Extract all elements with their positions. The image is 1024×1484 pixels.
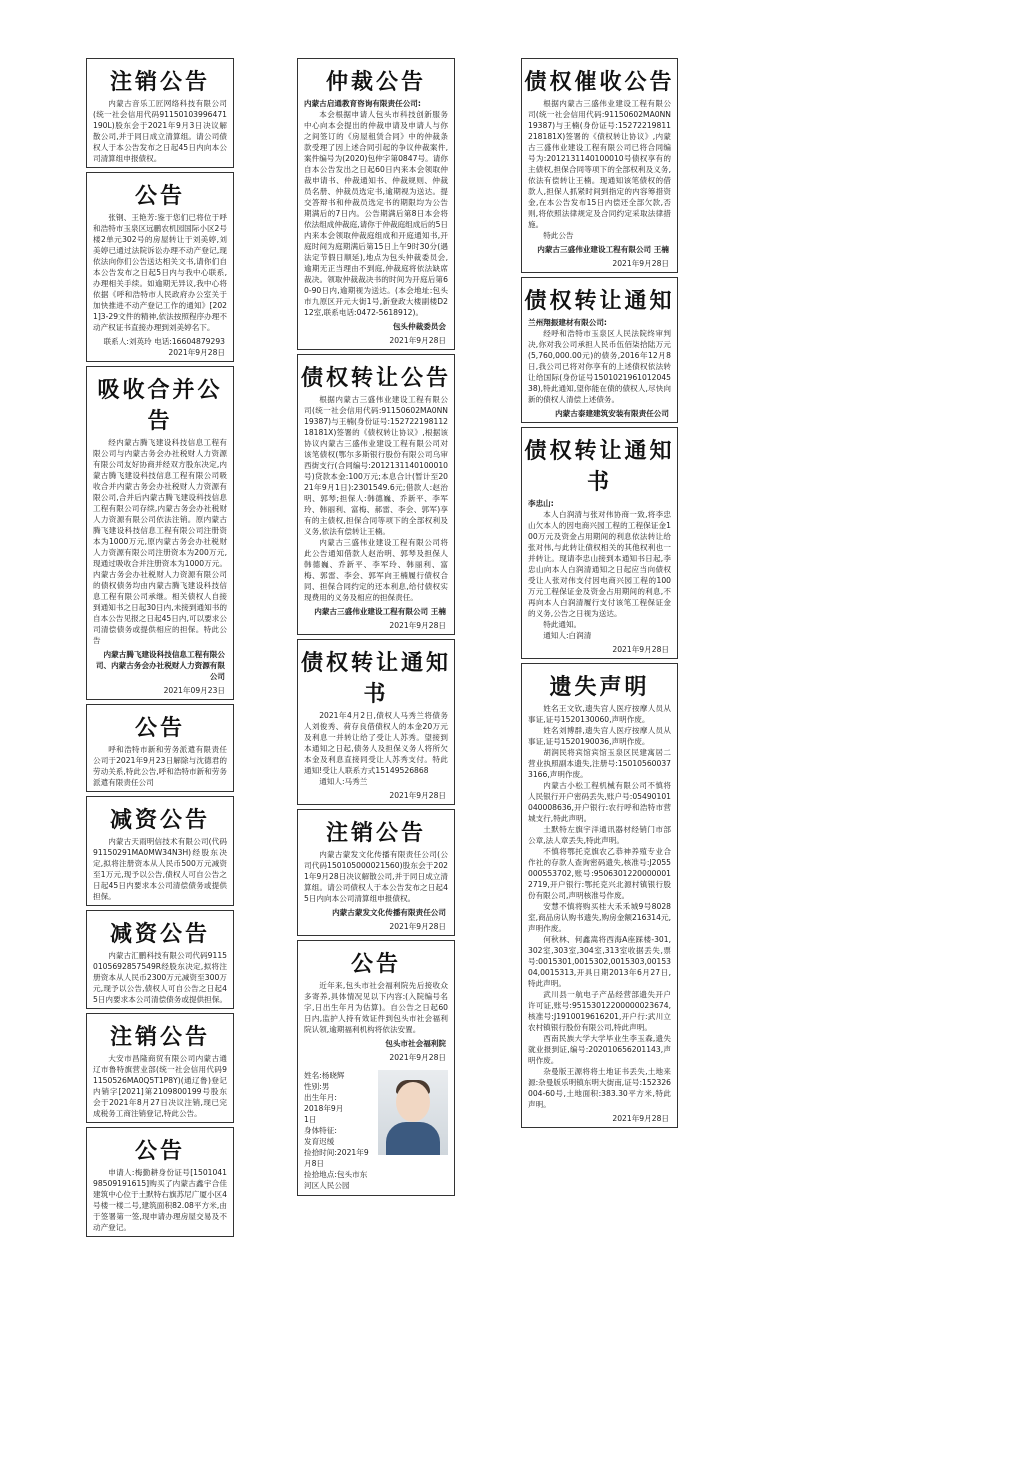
notice-title: 减资公告 <box>109 808 210 833</box>
notice-paragraph: 内蒙古天雨明信技术有限公司(代码91150291MA0MW34N3H)经股东决定,拟将注册资本从人民币500万元减资至1万元,现予以公告,债权人可自公告之日起45日内要求本公司清偿债务或提供担保。 <box>93 837 227 901</box>
notice-title: 债权转让通知书 <box>300 651 451 707</box>
notice-title: 债权转让通知 <box>524 289 675 314</box>
notice-body <box>522 498 677 644</box>
notice-paragraph: 通知人:马秀兰 <box>319 777 368 786</box>
notice-box <box>86 58 234 168</box>
notice-date: 2021年9月28日 <box>389 336 446 345</box>
column-left <box>86 58 234 1241</box>
notice-body <box>522 98 677 244</box>
notice-box <box>86 1127 234 1237</box>
notice-title: 注销公告 <box>109 70 210 95</box>
notice-title: 遗失声明 <box>549 675 650 700</box>
notice-title: 注销公告 <box>109 1025 210 1050</box>
foundling-line: 捡拾地点:包头市东河区人民公园 <box>304 1170 368 1190</box>
notice-paragraph: 胡润民将宾馆宾馆玉泉区民建寓居二营业执照副本遗失,注册号:150105600373166,声明作废。 <box>528 748 671 779</box>
notice-paragraph: 经内蒙古腾飞建设科技信息工程有限公司与内蒙古务会办社税财人力资源有限公司友好协商并经双方股东决定,内蒙古腾飞建设科技信息工程有限公司吸收合并内蒙古务会办社税财人力资源有限公司,合并后内蒙古腾飞建设科技信息工程有限公司存续,内蒙古务会办社税财人力资源有限公司依法注销。原内蒙古腾飞建设科技信息工程有限公司注册资本为1000万元,原内蒙古务会办社税财人力资源有限公司注册资本为200万元,现通过吸收合并注册资本为1000万元。内蒙古务会办社税财人力资源有限公司的债权债务均由内蒙古腾飞建设科技信息工程有限公司承继。相关债权人自接到通知书之日起30日内,未接到通知书的自本公告见报之日起45日内,可以要求公司清偿债务或提供相应的担保。特此公告 <box>93 438 227 645</box>
notice-signature: 内蒙古三盛伟业建设工程有限公司 王楠 <box>537 245 669 254</box>
notice-date: 2021年9月28日 <box>389 922 446 931</box>
notice-date: 联系人:刘英玲 电话:16604879293 2021年9月28日 <box>103 337 225 357</box>
notice-title: 公告 <box>134 1139 185 1164</box>
notice-body <box>87 212 233 336</box>
notice-signature: 内蒙古蒙发文化传播有限责任公司 <box>332 908 446 917</box>
notice-body <box>87 98 233 167</box>
notice-title: 公告 <box>350 952 401 977</box>
notice-title: 公告 <box>134 184 185 209</box>
notice-paragraph: 内蒙古汇鹏科技有限公司代码91150105692857549R经股东决定,拟将注册资本从人民币2300万元减资至300万元,现予以公告,债权人可自公告之日起45日内要求本公司清偿债务或提供担保。 <box>93 951 227 1004</box>
notice-box <box>521 277 678 423</box>
notice-date: 2021年9月28日 <box>389 621 446 630</box>
column-right <box>521 58 678 1132</box>
notice-title: 公告 <box>134 716 185 741</box>
notice-paragraph: 近年来,包头市社会福利院先后接收众多寄养,具体情况见以下内容:(入院编号名字,日出生年月为估算)。自公告之日起60日内,监护人持有效证件到包头市社会福利院认领,逾期福利机构将依法安置。 <box>304 981 448 1034</box>
notice-paragraph: 姓名刘博群,遗失宫人医疗按摩人员从事证,证号1520190036,声明作废。 <box>528 726 671 746</box>
notice-paragraph: 内蒙古三盛伟业建设工程有限公司将此公告通知借款人赵治明、郭琴及担保人韩德巍、乔新平、李军玲、韩丽利、富梅、郭雷、李会、郭军向王楠履行债权合同、担保合同约定的还本利息,给付债权实现费用的义务及相应的担保责任。 <box>304 538 448 602</box>
foundling-line: 1日 <box>304 1115 317 1124</box>
notice-box <box>297 809 455 936</box>
notice-paragraph: 武川县一航电子产品经营部遗失开户许可证,账号:95153012200000023674,核准号:J1910019616201,开户行:武川立农村镇银行股份有限公司,特此声明。 <box>528 990 671 1032</box>
notice-date: 2021年9月28日 <box>612 1114 669 1123</box>
notice-paragraph: 西南民族大学大学毕业生李玉森,遗失就业报到证,编号:202010656201143,声明作废。 <box>528 1034 671 1065</box>
foundling-line: 2018年9月 <box>304 1104 344 1113</box>
notice-box <box>297 940 455 1196</box>
notice-body <box>522 703 677 1113</box>
notice-paragraph: 申请人:梅勤耕身份证号[150104198509191615]购买了内蒙古鑫宇合佳建筑中心位于土默特右旗苏尼广厦小区4号楼一楼二号,建筑面积82.08平方米,由于签署第一签,现申请办理房屋交易及不动产登记。 <box>93 1168 227 1232</box>
notice-body <box>298 98 454 321</box>
notice-date: 2021年9月28日 <box>612 645 669 654</box>
notice-paragraph: 内蒙古启通教育咨询有限责任公司: <box>304 99 421 108</box>
notice-signature: 内蒙古腾飞建设科技信息工程有限公司、内蒙古务会办社税财人力资源有限公司 <box>95 650 225 681</box>
foundling-line: 姓名:杨晓辉 <box>304 1071 345 1080</box>
notice-body <box>298 710 454 790</box>
notice-body <box>298 394 454 606</box>
notice-paragraph: 根据内蒙古三盛伟业建设工程有限公司(统一社会信用代码:91150602MA0NN19387)与王楠(身份证号:15272219811218181X)签署的《债权转让协议》,内蒙古三盛伟业建设工程有限公司已将合同编号为:2012131140100010号债权享有的主债权,担保合同等项下的全部权利及义务,依法有偿转让王楠。现通知该笔债权的借款人,担保人抓紧时间到指定的内容筹措资金,在本公告发布15日内偿还全部欠款,否则,将依照法律规定及合同约定采取法律措施。 <box>528 99 671 229</box>
notice-paragraph: 大安市昌隆商贸有限公司内蒙古通辽市鲁特旗营业部(统一社会信用代码91150526MA0Q5T1P8Y)(通辽鲁)登记内销字[2021]第2109800199号股东会于2021年8月27日决议注销,现已完成税务工商注销登记,特此公告。 <box>93 1054 227 1118</box>
notice-box <box>86 704 234 792</box>
foundling-line: 身体特征: <box>304 1126 337 1135</box>
notice-title: 注销公告 <box>325 821 426 846</box>
notice-paragraph: 不慎将鄂托克旗农乙恭神养殖专业合作社的存款人查询密码遗失,核准号:J2055000553702,账号:95063012200000012719,开户银行:鄂托克兴北源村镇银行股份有限公司,声明核准号作废。 <box>528 847 671 900</box>
notice-body <box>87 1053 233 1122</box>
notice-paragraph: 呼和浩特市新和劳务派遣有限责任公司于2021年9月23日解除与沈德君的劳动关系,特此公告,呼和浩特市新和劳务派遣有限责任公司 <box>93 745 227 787</box>
foundling-record <box>298 1066 454 1195</box>
notice-signature: 包头市社会福利院 <box>385 1039 446 1048</box>
notice-date: 2021年9月28日 <box>389 1053 446 1062</box>
notice-paragraph: 经呼和浩特市玉泉区人民法院终审判决,你对我公司承担人民币伍佰柒拾陆万元(5,760,000.00元)的债务,2016年12月8日,我公司已将对你享有的上述债权依法转让给国际(身份证号150102196101204538),特此通知,望你能在债的债权人,尽快向新的债权人清偿上述债务。 <box>528 329 671 404</box>
notice-paragraph: 张钢、王艳芳:鉴于您们已将位于呼和浩特市玉泉区远鹏农机园国际小区2号楼2单元302号的房屋转让于刘美婷,刘美婷已通过法院诉讼办理不动产登记,现依法向你们公告送达相关文书,请你们自本公告发布之日起5日内与我中心联系,办理相关手续。如逾期无异议,我中心将依据《呼和浩特市人民政府办公室关于加快推进不动产登记工作的通知》[2021]3-29文件的精神,依法按照程序办理不动产权证书直接办理到刘美婷名下。 <box>93 213 227 332</box>
notice-body <box>522 317 677 408</box>
notice-signature: 内蒙古泰建建筑安装有限责任公司 <box>555 409 669 418</box>
notice-box <box>86 366 234 700</box>
foundling-line: 出生年月: <box>304 1093 337 1102</box>
notice-body <box>87 1167 233 1236</box>
notice-body <box>87 744 233 791</box>
notice-body <box>87 836 233 905</box>
notice-box <box>297 58 455 350</box>
notice-date: 2021年9月28日 <box>612 259 669 268</box>
notice-paragraph: 内蒙古音乐工匠网络科技有限公司(统一社会信用代码91150103996471190L)股东会于2021年9月3日决议解散公司,并于同日成立清算组。请公司债权人于本公告发布之日起45日内向本公司清算组申报债权。 <box>93 99 227 163</box>
notice-box <box>521 663 678 1128</box>
photo-body <box>386 1122 440 1155</box>
notice-paragraph: 本会根据申请人包头市科技创新服务中心向本会提出的仲裁申请及申请人与你之间签订的《房屋租赁合同》中的仲裁条款受理了因上述合同引起的争议仲裁案件,案件编号为(2020)包仲字第0847号。请你自本公告发出之日起60日内来本会领取仲裁申请书、仲裁通知书、仲裁规则、仲裁员名册、仲裁员选定书,逾期视为送达。提交答辩书和仲裁员选定书的期限均为公告期满后的7日内。公告期满后第8日本会将依法组成仲裁庭,请你于仲裁庭组成后的5日内来本会领取仲裁庭组成和开庭通知书,开庭时间为庭期满后第15日上午9时30分(遇法定节假日顺延),地点为包头仲裁委员会,逾期无正当理由不到庭,仲裁庭将依法缺席裁决。领取仲裁裁决书的时间为开庭后第60-90日内,逾期视为送达。(本会地址:包头市九原区开元大街1号,新登政大楼副楼D212室,联系电话:0472-5618912)。 <box>304 110 448 317</box>
notice-paragraph: 姓名王文钦,遗失宫人医疗按摩人员从事证,证号1520130060,声明作废。 <box>528 704 671 724</box>
notice-paragraph: 2021年4月2日,债权人马秀兰将债务人刘俊秀、荷存良借债权人的本金20万元及利息一并转让给了受让人苏秀。望接到本通知之日起,债务人及担保义务人将所欠本金及利息直接同受让人苏秀支付。特此通知!受让人联系方式15149526868 <box>304 711 448 775</box>
notice-paragraph: 内蒙古小松工程机械有限公司不慎将人民银行开户密码丢失,账户号:05490101040008636,开户银行:农行呼和浩特市营城支行,特此声明。 <box>528 781 671 823</box>
notice-paragraph: 兰州翔振建材有限公司: <box>528 318 607 327</box>
foundling-info <box>304 1070 370 1191</box>
foundling-line: 捡拾时间:2021年9月8日 <box>304 1148 369 1168</box>
notice-paragraph: 安慧不慎将购买桂大禾禾城9号8028室,商品房认购书遗失,购房金额216314元,声明作废。 <box>528 902 671 933</box>
notice-paragraph: 特此通知。 <box>543 620 582 629</box>
photo-head <box>396 1082 430 1122</box>
notice-title: 仲裁公告 <box>325 70 426 95</box>
notice-box <box>297 639 455 805</box>
notice-box <box>86 172 234 362</box>
notice-signature: 包头仲裁委员会 <box>392 322 446 331</box>
notice-paragraph: 何秋林、何鑫嵩将西海A座踩楼-301,302室,303室,304室,313室收据丢失,票号:0015301,0015302,0015303,0015304,0015313,开具日期2013年6月27日,特此声明。 <box>528 935 672 988</box>
foundling-line: 性别:男 <box>304 1082 330 1091</box>
notice-box <box>297 354 455 635</box>
notice-paragraph: 本人白润清与张对伟协商一致,将李忠山欠本人的因电商兴园工程的工程保证金100万元及资金占用期间的利息依法转让给张对伟,与此转让债权相关的其他权利也一并转让。现请李忠山接到本通知书日起,李忠山向本人白润清通知之日起应当向债权受让人张对伟支付因电商兴园工程的100万元工程保证金及资金占用期间的利息,不再向本人白润清履行支付该笔工程保证金的义务,公告之日视为送达。 <box>528 510 671 618</box>
notice-paragraph: 杂曼版王源将将土地证书丢失,土地来源:杂曼版乐明镇东明大街南,证号:152326004-60号,土地面积:383.30平方米,特此声明。 <box>528 1067 671 1109</box>
notice-title: 减资公告 <box>109 922 210 947</box>
notice-signature: 内蒙古三盛伟业建设工程有限公司 王楠 <box>314 607 446 616</box>
notice-box <box>521 427 678 659</box>
notice-box <box>86 796 234 906</box>
notice-body <box>87 437 233 649</box>
notice-title: 债权转让公告 <box>300 366 451 391</box>
notice-paragraph: 土默特左旗宇洋通讯器材经销门市部公章,法人章丢失,特此声明。 <box>528 825 671 845</box>
notice-body <box>298 980 454 1038</box>
notice-title: 债权转让通知书 <box>524 439 675 495</box>
notice-paragraph: 根据内蒙古三盛伟业建设工程有限公司(统一社会信用代码:91150602MA0NN19387)与王楠(身份证号:15272219811218181X)签署的《债权转让协议》,根据该协议内蒙古三盛伟业建设工程有限公司对该笔债权(鄂尔多斯银行股份有限公司乌审西街支行(合同编号:2012131140100010号)贷款本金:100万元;本息合计(暂计至2021年9月1日):2301549.6元;借款人:赵治明、郭琴;担保人:韩德巍、乔新平、李军玲、韩丽利、富梅、郝雷、李会、郭军)享有的主债权,担保合同等项下的全部权利及义务,依法有偿转让王楠。 <box>304 395 448 536</box>
notice-box <box>86 1013 234 1123</box>
child-photo <box>378 1070 448 1155</box>
notice-body <box>87 950 233 1008</box>
notice-title: 债权催收公告 <box>524 70 675 95</box>
notice-paragraph: 通知人:白润清 <box>543 631 592 640</box>
foundling-line: 发育迟缓 <box>304 1137 335 1146</box>
notice-box <box>521 58 678 273</box>
notice-title: 吸收合并公告 <box>97 378 223 434</box>
notice-paragraph: 特此公告 <box>543 231 574 240</box>
notice-paragraph: 李忠山: <box>528 499 554 508</box>
notice-paragraph: 内蒙古蒙发文化传播有限责任公司(公司代码150105000021560)股东会于2021年9月28日决议解散公司,并于同日成立清算组。请公司债权人于本公告发布之日起45日内向本公司清算组申报债权。 <box>304 850 448 903</box>
notice-date: 2021年09月23日 <box>163 686 225 695</box>
notice-box <box>86 910 234 1009</box>
notice-date: 2021年9月28日 <box>389 791 446 800</box>
column-middle <box>297 58 455 1200</box>
notice-body <box>298 849 454 907</box>
